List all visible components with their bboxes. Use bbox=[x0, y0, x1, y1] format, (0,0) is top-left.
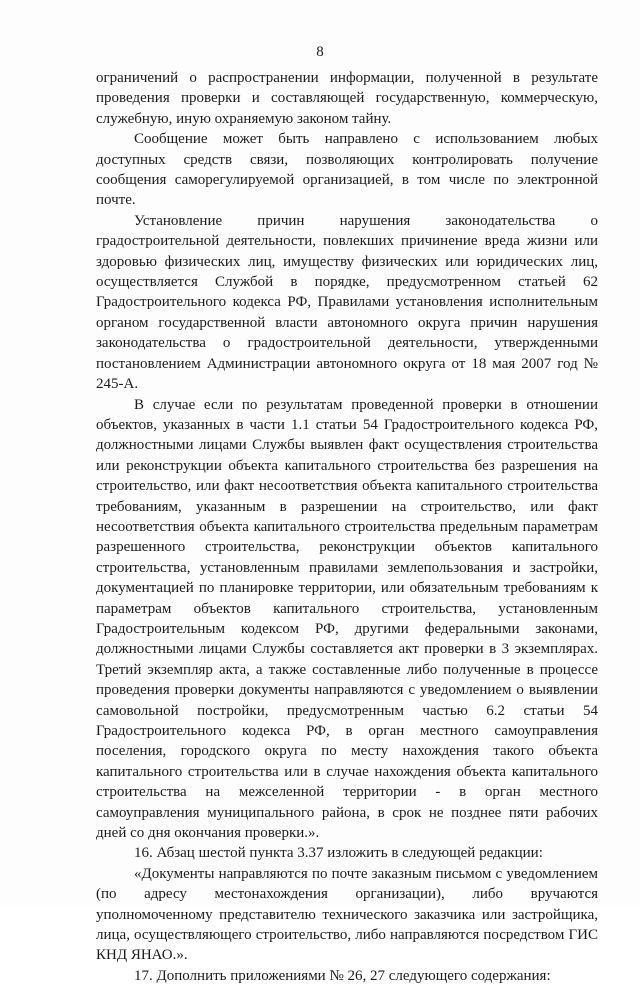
paragraph-item-16: 16. Абзац шестой пункта 3.37 изложить в следующей редакции: bbox=[134, 845, 543, 862]
document-body bbox=[96, 68, 598, 986]
paragraph-inspection-results: В случае если по результатам проведенной проверки в отношении объектов, указанных в части 1.1 статьи 54 Градостроительного кодекса РФ, должностными лицами Службы выявлен факт осуществления строительства или реконструкции объекта капитального строительства без разрешения на строительство, или факт несоответствия объекта капитального строительства требованиям, указанным в разрешении на строительство, или факт несоответствия объекта капитального строительства предельным параметрам разрешенного строительства, реконструкции объектов капитального строительства, установленным правилами землепользования и застройки, документацией по планировке территории, или обязательным требованиям к параметрам объектов капитального строительства, установленным Градостроительным кодексом РФ, другими федеральными законами, должностными лицами Службы составляется акт проверки в 3 экземплярах. Третий экземпляр акта, а также составленные либо полученные в процессе проведения проверки документы направляются с уведомлением о выявлении самовольной постройки, предусмотренным частью 6.2 статьи 54 Градостроительного кодекса РФ, в орган местного самоуправления поселения, городского округа по месту нахождения такого объекта капитального строительства или в случае нахождения объекта капитального строительства на межселенной территории - в орган местного самоуправления муниципального района, в срок не позднее пяти рабочих дней со дня окончания проверки.». bbox=[96, 396, 598, 842]
paragraph-item-17: 17. Дополнить приложениями № 26, 27 следующего содержания: bbox=[134, 967, 551, 984]
page-number: 8 bbox=[316, 44, 324, 60]
paragraph-violation-causes: Установление причин нарушения законодательства о градостроительной деятельности, повлекших причинение вреда жизни или здоровью физических лиц, имуществу физических или юридических лиц, осуществляется Службой в порядке, предусмотренном статьей 62 Градостроительного кодекса РФ, Правилами установления исполнительным органом государственной власти автономного округа причин нарушения законодательства о градостроительной деятельности, утвержденными постановлением Администрации автономного округа от 18 мая 2007 год № 245-А. bbox=[96, 212, 598, 393]
paragraph-documents-sent: «Документы направляются по почте заказным письмом с уведомлением (по адресу местонахождения организации), либо вручаются уполномоченному представителю технического заказчика или застройщика, лица, осуществляющего строительство, либо направляются посредством ГИС КНД ЯНАО.». bbox=[96, 865, 598, 964]
paragraph-message-delivery: Сообщение может быть направлено с использованием любых доступных средств связи, позволяющих контролировать получение сообщения саморегулируемой организацией, в том числе по электронной почте. bbox=[96, 131, 598, 209]
paragraph-secrecy-clause: ограничений о распространении информации, полученной в результате проведения проверки и составляющей государственную, коммерческую, служебную, иную охраняемую законом тайну. bbox=[96, 70, 598, 127]
